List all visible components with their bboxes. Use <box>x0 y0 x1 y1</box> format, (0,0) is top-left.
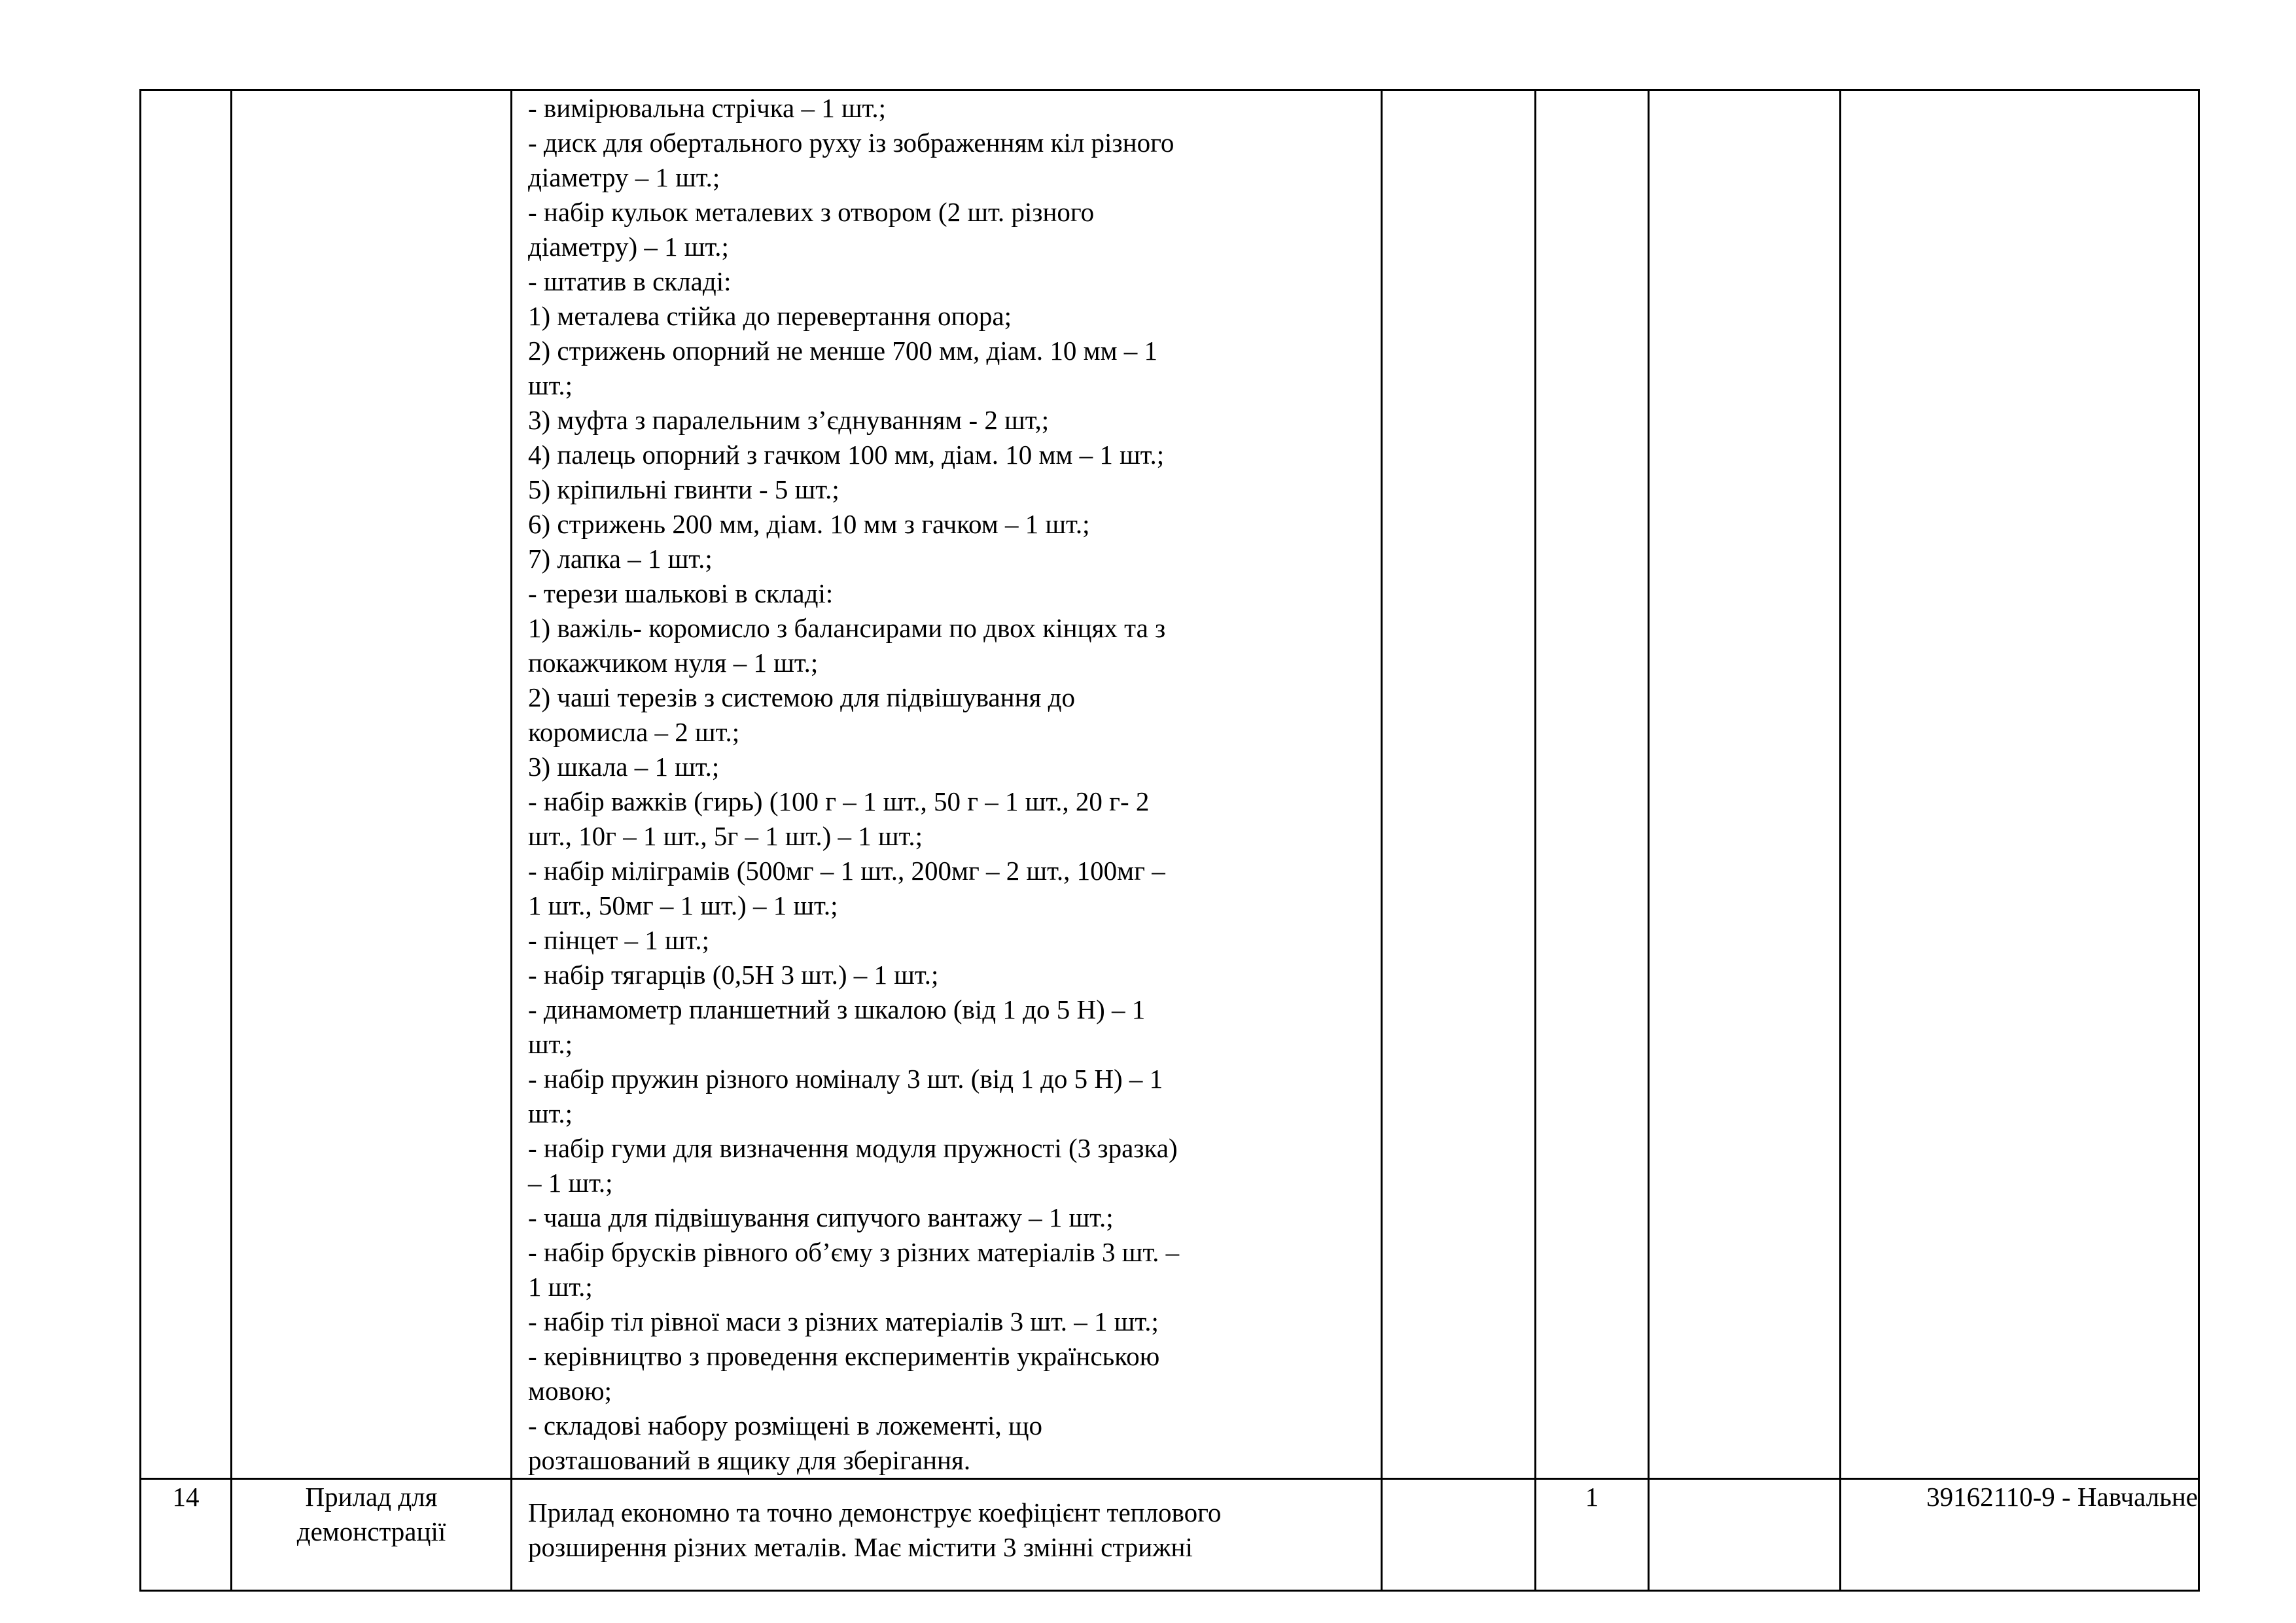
description-line: - набір тіл рівної маси з різних матеріалів 3 шт. – 1 шт.; <box>528 1306 1159 1336</box>
description-line: 1) важіль- коромисло з балансирами по двох кінцях та з <box>528 613 1166 643</box>
description-line: 5) кріпильні гвинти - 5 шт.; <box>528 474 839 504</box>
description-line: 2) чаші терезів з системою для підвішування до <box>528 682 1075 712</box>
cell-extra <box>1649 1479 1841 1591</box>
description-line: - набір кульок металевих з отвором (2 шт. різного <box>528 197 1095 227</box>
cell-number <box>141 90 232 1479</box>
cell-extra <box>1649 90 1841 1479</box>
description-line: шт.; <box>528 370 573 400</box>
description-line: - керівництво з проведення експериментів українською <box>528 1341 1160 1371</box>
description-line: коромисла – 2 шт.; <box>528 717 740 747</box>
description-line: - диск для обертального руху із зображенням кіл різного <box>528 128 1174 158</box>
description-line: - динамометр планшетний з шкалою (від 1 до 5 Н) – 1 <box>528 994 1146 1024</box>
item-quantity: 1 <box>1536 1479 1649 1591</box>
description-line: - чаша для підвішування сипучого вантажу – 1 шт.; <box>528 1202 1114 1232</box>
specification-table <box>139 89 2200 1592</box>
description-line: - складові набору розміщені в ложементі, що <box>528 1410 1043 1440</box>
description-line: розташований в ящику для зберігання. <box>528 1445 971 1475</box>
description-line: 6) стрижень 200 мм, діам. 10 мм з гачком – 1 шт.; <box>528 509 1090 539</box>
description-line: – 1 шт.; <box>528 1168 613 1198</box>
description-line: - набір пружин різного номіналу 3 шт. (від 1 до 5 Н) – 1 <box>528 1064 1163 1094</box>
description-line: шт.; <box>528 1029 573 1059</box>
description-line: діаметру – 1 шт.; <box>528 162 720 192</box>
cell-code <box>1841 90 2199 1479</box>
item-name-line: Прилад для <box>305 1482 438 1512</box>
description-line: 3) муфта з паралельним з’єднуванням - 2 шт,; <box>528 405 1050 435</box>
description-line: 7) лапка – 1 шт.; <box>528 544 713 574</box>
description-line: - набір тягарців (0,5Н 3 шт.) – 1 шт.; <box>528 960 939 990</box>
description-line: 1) металева стійка до перевертання опора; <box>528 301 1012 331</box>
cell-description <box>512 90 1382 1479</box>
description-line: діаметру) – 1 шт.; <box>528 232 729 262</box>
description-line: - набір міліграмів (500мг – 1 шт., 200мг – 2 шт., 100мг – <box>528 856 1165 886</box>
description-line: 1 шт., 50мг – 1 шт.) – 1 шт.; <box>528 890 838 920</box>
description-line: 4) палець опорний з гачком 100 мм, діам. 10 мм – 1 шт.; <box>528 440 1165 470</box>
item-code: 39162110-9 - Навчальне <box>1841 1479 2199 1591</box>
description-line: - вимірювальна стрічка – 1 шт.; <box>528 93 887 123</box>
description-line: - набір брусків рівного об’єму з різних матеріалів 3 шт. – <box>528 1237 1180 1267</box>
table-row-14 <box>141 1479 2199 1591</box>
description-line: розширення різних металів. Має містити 3 змінні стрижні <box>528 1532 1193 1562</box>
cell-quantity <box>1536 90 1649 1479</box>
item-name <box>232 1479 512 1591</box>
description-line: - набір гуми для визначення модуля пружності (3 зразка) <box>528 1133 1178 1163</box>
description-line: покажчиком нуля – 1 шт.; <box>528 648 819 678</box>
cell-unit <box>1382 90 1536 1479</box>
description-line: - набір важків (гирь) (100 г – 1 шт., 50 г – 1 шт., 20 г- 2 <box>528 786 1150 816</box>
description-line: 3) шкала – 1 шт.; <box>528 752 720 782</box>
description-line: 2) стрижень опорний не менше 700 мм, діам. 10 мм – 1 <box>528 336 1158 366</box>
description-line: - штатив в складі: <box>528 266 732 296</box>
row-number: 14 <box>141 1479 232 1591</box>
table-row-continued <box>141 90 2199 1479</box>
item-description <box>512 1479 1382 1591</box>
description-line: шт.; <box>528 1098 573 1128</box>
cell-unit <box>1382 1479 1536 1591</box>
cell-name <box>232 90 512 1479</box>
description-line: 1 шт.; <box>528 1272 593 1302</box>
description-line: шт., 10г – 1 шт., 5г – 1 шт.) – 1 шт.; <box>528 821 923 851</box>
item-name-line: демонстрації <box>296 1516 446 1546</box>
description-line: - пінцет – 1 шт.; <box>528 925 710 955</box>
description-line: мовою; <box>528 1376 612 1406</box>
description-line: - терези шалькові в складі: <box>528 578 834 608</box>
description-line: Прилад економно та точно демонструє коефіцієнт теплового <box>528 1497 1222 1527</box>
